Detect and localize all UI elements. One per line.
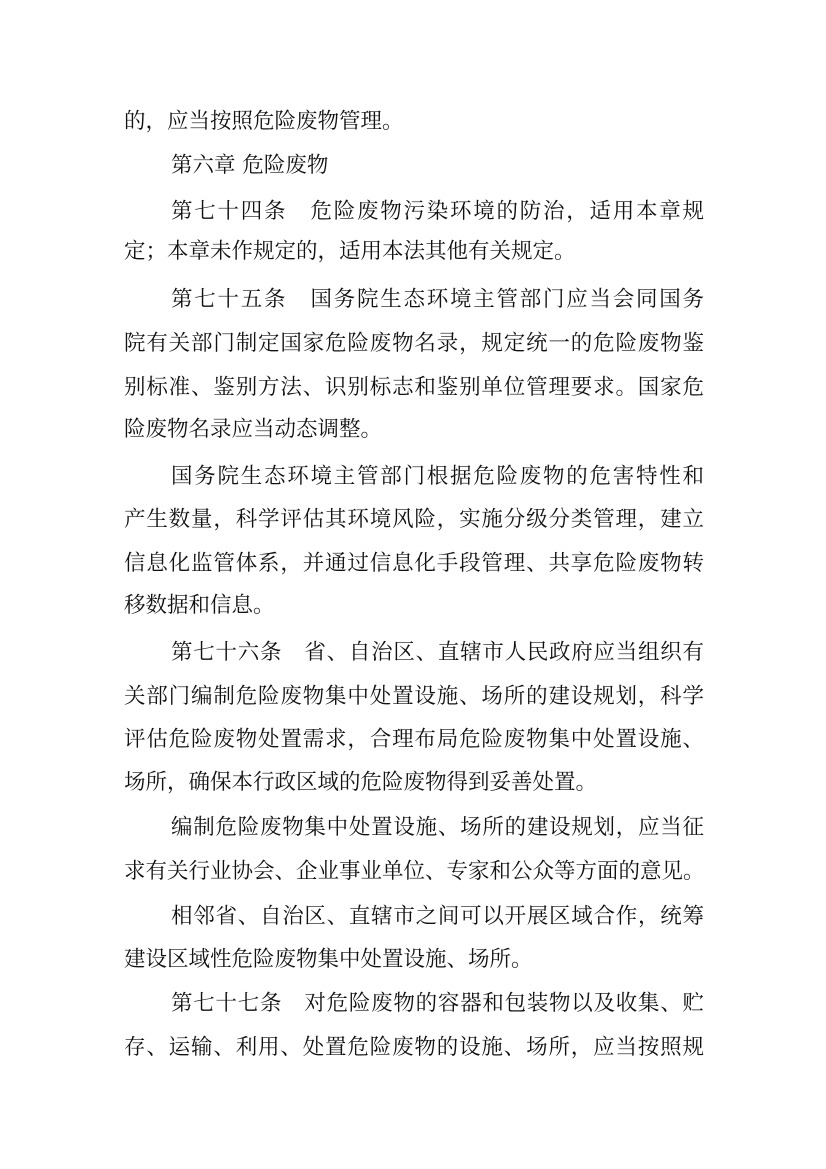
article-77-line: 第七十七条 对危险废物的容器和包装物以及收集、贮	[171, 991, 704, 1016]
paragraph-line: 国务院生态环境主管部门根据危险废物的危害特性和	[171, 464, 704, 489]
text-line: 别标准、鉴别方法、识别标志和鉴别单位管理要求。国家危	[124, 375, 704, 400]
text-line: 院有关部门制定国家危险废物名录，规定统一的危险废物鉴	[124, 331, 704, 356]
article-74-line: 第七十四条 危险废物污染环境的防治，适用本章规	[171, 199, 704, 224]
text-line: 移数据和信息。	[124, 593, 275, 618]
chapter-heading: 第六章 危险废物	[171, 153, 329, 178]
text-line: 定；本章未作规定的，适用本法其他有关规定。	[124, 239, 576, 264]
text-line: 场所，确保本行政区域的危险废物得到妥善处置。	[124, 770, 598, 795]
paragraph-line: 相邻省、自治区、直辖市之间可以开展区域合作，统筹	[171, 904, 704, 929]
text-line: 求有关行业协会、企业事业单位、专家和公众等方面的意见。	[124, 859, 705, 884]
article-76-line: 第七十六条 省、自治区、直辖市人民政府应当组织有	[171, 640, 704, 665]
text-line: 建设区域性危险废物集中处置设施、场所。	[124, 947, 533, 972]
text-line: 险废物名录应当动态调整。	[124, 417, 383, 442]
text-line: 存、运输、利用、处置危险废物的设施、场所，应当按照规	[124, 1035, 704, 1060]
text-line: 产生数量，科学评估其环境风险，实施分级分类管理，建立	[124, 507, 704, 532]
paragraph-line: 编制危险废物集中处置设施、场所的建设规划，应当征	[171, 815, 704, 840]
text-line: 信息化监管体系，并通过信息化手段管理、共享危险废物转	[124, 551, 704, 576]
text-line: 评估危险废物处置需求，合理布局危险废物集中处置设施、	[124, 727, 704, 752]
article-75-line: 第七十五条 国务院生态环境主管部门应当会同国务	[171, 287, 704, 312]
text-line: 的，应当按照危险废物管理。	[124, 109, 404, 134]
text-line: 关部门编制危险废物集中处置设施、场所的建设规划，科学	[124, 684, 704, 709]
